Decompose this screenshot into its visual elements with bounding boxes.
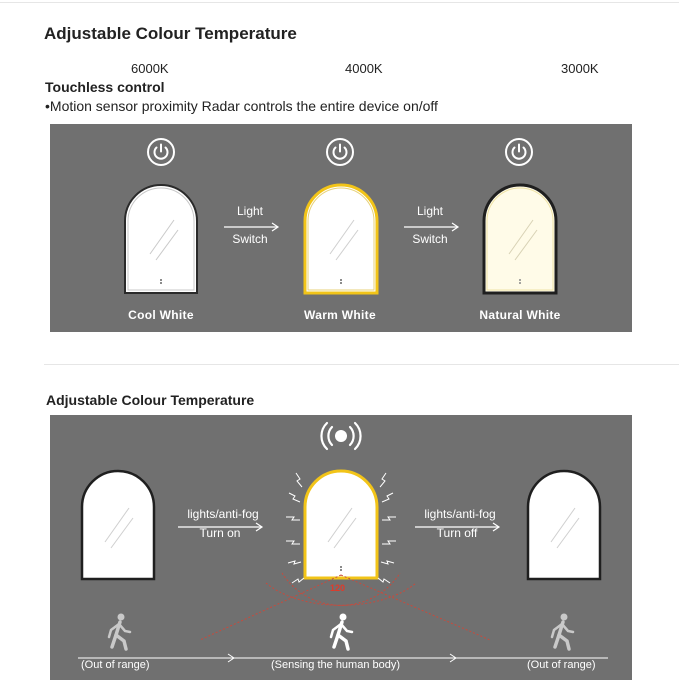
out-of-range-right: (Out of range) <box>527 659 596 671</box>
section-divider <box>44 364 679 365</box>
sensing-body-label: (Sensing the human body) <box>271 659 401 671</box>
top-divider <box>0 2 679 3</box>
turn-off-arrow-label-bottom: Turn off <box>436 526 478 540</box>
touchless-subtitle: Touchless control <box>45 79 165 95</box>
right-arrow-icon <box>404 222 460 232</box>
warm-white-label: Warm White <box>304 308 376 322</box>
turn-off-arrow-label-top: lights/anti-fog <box>424 507 496 521</box>
section1-title: Adjustable Colour Temperature <box>44 24 297 43</box>
warm-white-mirror <box>303 184 379 294</box>
light-switch-arrow-label-top: Light <box>236 204 264 218</box>
power-icon <box>504 137 534 167</box>
natural-white-mirror <box>482 184 558 294</box>
turn-on-arrow-label-bottom: Turn on <box>199 526 241 540</box>
temp-3000k: 3000K <box>561 61 599 76</box>
power-icon <box>146 137 176 167</box>
cool-white-label: Cool White <box>128 308 194 322</box>
power-icon <box>325 137 355 167</box>
radar-sensing-panel <box>50 415 632 680</box>
walking-person-icon <box>326 613 356 653</box>
colour-temperature-panel <box>50 124 632 332</box>
light-switch-arrow-label-top: Light <box>416 204 444 218</box>
sensing-angle-label: 120 <box>330 583 346 593</box>
natural-white-label: Natural White <box>479 308 561 322</box>
cool-white-mirror <box>124 184 198 294</box>
temp-4000k: 4000K <box>345 61 383 76</box>
right-arrow-icon <box>224 222 280 232</box>
light-switch-arrow-label-bottom: Switch <box>232 232 268 246</box>
turn-on-arrow-label-top: lights/anti-fog <box>187 507 259 521</box>
walking-person-icon <box>547 613 577 653</box>
light-switch-arrow-label-bottom: Switch <box>412 232 448 246</box>
out-of-range-left: (Out of range) <box>81 659 150 671</box>
walking-person-icon <box>104 613 134 653</box>
section2-title: Adjustable Colour Temperature <box>46 392 255 408</box>
radar-bullet: •Motion sensor proximity Radar controls the entire device on/off <box>45 98 438 114</box>
temp-6000k: 6000K <box>131 61 169 76</box>
